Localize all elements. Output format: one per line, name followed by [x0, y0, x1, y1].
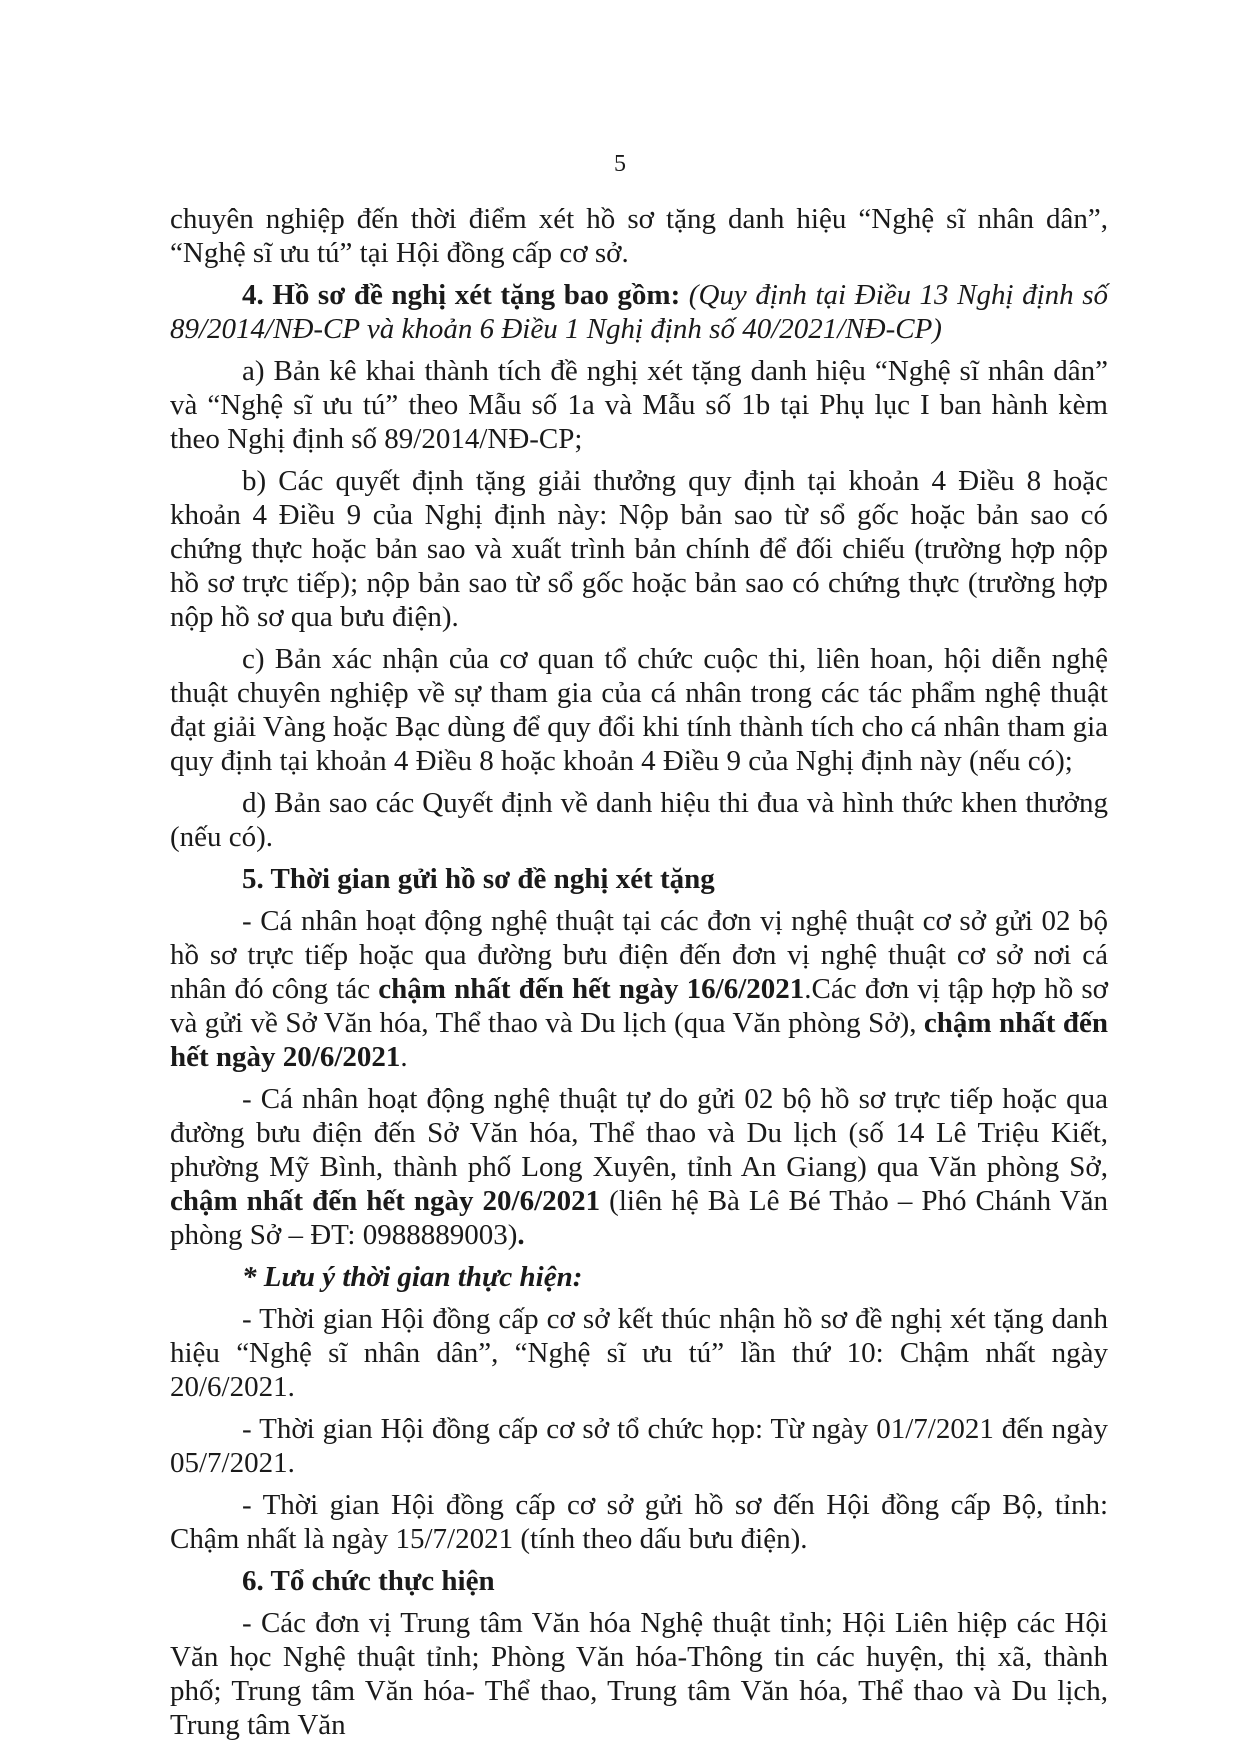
- section-4-item-c: c) Bản xác nhận của cơ quan tổ chức cuộc thi, liên hoan, hội diễn nghệ thuật chuyên nghiệp về sự tham gia của cá nhân trong các tác phẩm nghệ thuật đạt giải Vàng hoặc Bạc dùng để quy đổi khi tính thành tích cho cá nhân tham gia quy định tại khoản 4 Điều 8 hoặc khoản 4 Điều 9 của Nghị định này (nếu có);: [170, 643, 1108, 777]
- section-5-paragraph-2: [170, 1082, 1108, 1252]
- deadline-bold-3: chậm nhất đến hết ngày 20/6/2021: [170, 1185, 601, 1217]
- section-4-item-a: a) Bản kê khai thành tích đề nghị xét tặng danh hiệu “Nghệ sĩ nhân dân” và “Nghệ sĩ ưu tú” theo Mẫu số 1a và Mẫu số 1b tại Phụ lục I ban hành kèm theo Nghị định số 89/2014/NĐ-CP;: [170, 355, 1108, 455]
- section-5-heading: 5. Thời gian gửi hồ sơ đề nghị xét tặng: [242, 863, 715, 895]
- section-6-heading: 6. Tổ chức thực hiện: [242, 1565, 495, 1597]
- section-4-item-d: d) Bản sao các Quyết định về danh hiệu thi đua và hình thức khen thưởng (nếu có).: [170, 787, 1108, 853]
- deadline-bold-2: chậm nhất đến hết ngày 20/6/2021: [170, 1007, 1108, 1073]
- section-4-heading: 4. Hồ sơ đề nghị xét tặng bao gồm:: [242, 279, 681, 311]
- paragraph-continued: chuyên nghiệp đến thời điểm xét hồ sơ tặng danh hiệu “Nghệ sĩ nhân dân”, “Nghệ sĩ ưu tú” tại Hội đồng cấp cơ sở.: [170, 203, 1108, 269]
- timeline-note-heading: * Lưu ý thời gian thực hiện:: [242, 1261, 583, 1293]
- text-run: (liên hệ Bà Lê Bé Thảo – Phó Chánh Văn phòng Sở – ĐT: 0988889003): [170, 1185, 1108, 1251]
- text-run: - Cá nhân hoạt động nghệ thuật tự do gửi 02 bộ hồ sơ trực tiếp hoặc qua đường bưu điện đến Sở Văn hóa, Thể thao và Du lịch (số 14 Lê Triệu Kiết, phường Mỹ Bình, thành phố Long Xuyên, tỉnh An Giang) qua Văn phòng Sở,: [170, 1083, 1108, 1183]
- section-6-paragraph-1: - Các đơn vị Trung tâm Văn hóa Nghệ thuật tỉnh; Hội Liên hiệp các Hội Văn học Nghệ thuật tỉnh; Phòng Văn hóa-Thông tin các huyện, thị xã, thành phố; Trung tâm Văn hóa- Thể thao, Trung tâm Văn hóa, Thể thao và Du lịch, Trung tâm Văn: [170, 1607, 1108, 1741]
- text-run: .: [517, 1219, 525, 1251]
- timeline-note-2: - Thời gian Hội đồng cấp cơ sở tổ chức họp: Từ ngày 01/7/2021 đến ngày 05/7/2021.: [170, 1413, 1108, 1479]
- text-run: - Cá nhân hoạt động nghệ thuật tại các đơn vị nghệ thuật cơ sở gửi 02 bộ hồ sơ trực tiếp hoặc qua đường bưu điện đến đơn vị nghệ thuật cơ sở nơi cá nhân đó công tác: [170, 905, 1108, 1005]
- page-number: 5: [614, 151, 626, 177]
- text-run: .: [400, 1041, 408, 1073]
- timeline-note-1: - Thời gian Hội đồng cấp cơ sở kết thúc nhận hồ sơ đề nghị xét tặng danh hiệu “Nghệ sĩ nhân dân”, “Nghệ sĩ ưu tú” lần thứ 10: Chậm nhất ngày 20/6/2021.: [170, 1303, 1108, 1403]
- section-4-reference-note: (Quy định tại Điều 13 Nghị định số 89/2014/NĐ-CP và khoản 6 Điều 1 Nghị định số 40/2021/NĐ-CP): [170, 279, 1108, 345]
- section-5-paragraph-1: [170, 904, 1108, 1074]
- deadline-bold-1: chậm nhất đến hết ngày 16/6/2021: [378, 973, 805, 1005]
- section-4-heading-paragraph: [170, 278, 1108, 346]
- timeline-note-3: - Thời gian Hội đồng cấp cơ sở gửi hồ sơ đến Hội đồng cấp Bộ, tỉnh: Chậm nhất là ngày 15/7/2021 (tính theo dấu bưu điện).: [170, 1489, 1108, 1555]
- section-4-item-b: b) Các quyết định tặng giải thưởng quy định tại khoản 4 Điều 8 hoặc khoản 4 Điều 9 của Nghị định này: Nộp bản sao từ sổ gốc hoặc bản sao có chứng thực hoặc bản sao và xuất trình bản chính để đối chiếu (trường hợp nộp hồ sơ trực tiếp); nộp bản sao từ sổ gốc hoặc bản sao có chứng thực (trường hợp nộp hồ sơ qua bưu điện).: [170, 465, 1108, 633]
- text-run: .Các đơn vị tập hợp hồ sơ và gửi về Sở Văn hóa, Thể thao và Du lịch (qua Văn phòng Sở),: [170, 973, 1108, 1039]
- document-body: [170, 202, 1108, 1750]
